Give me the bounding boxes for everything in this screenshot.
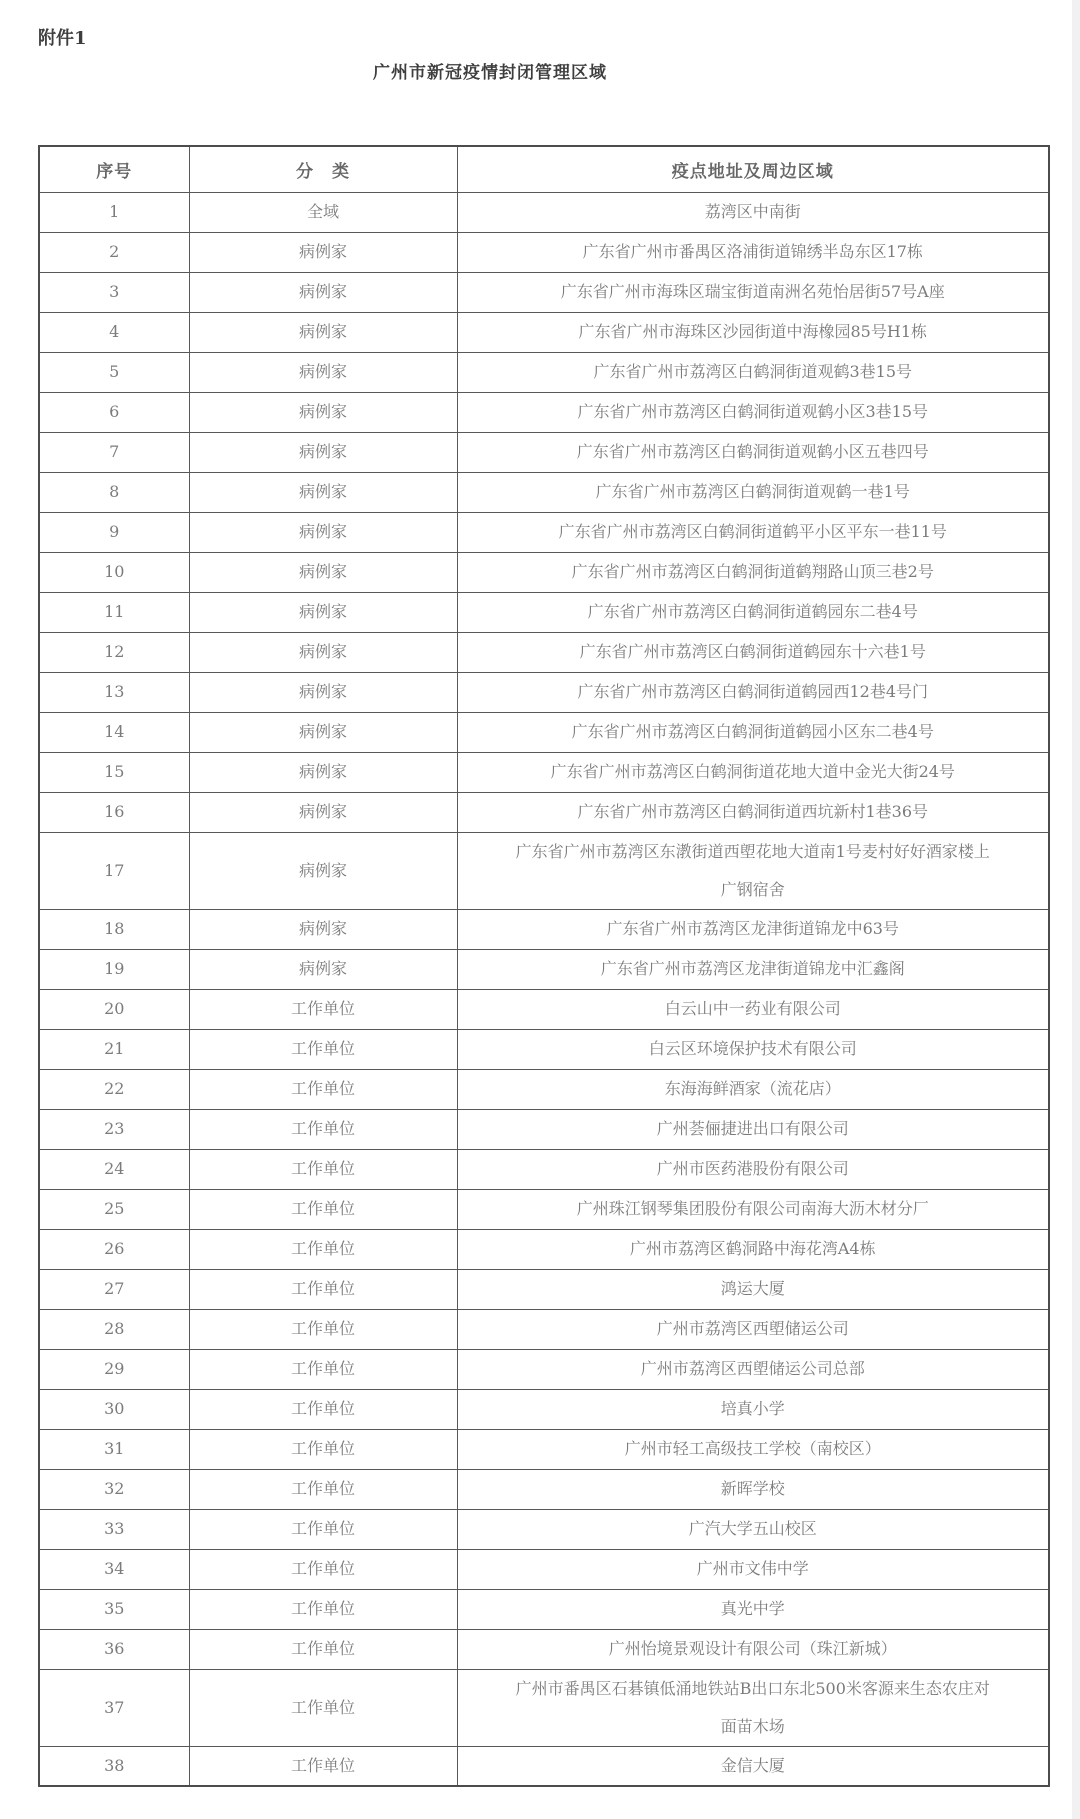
row-number-cell: 17 xyxy=(39,832,189,909)
category-cell: 工作单位 xyxy=(189,1389,457,1429)
address-cell: 广东省广州市海珠区沙园街道中海橡园85号H1栋 xyxy=(457,312,1049,352)
table-body xyxy=(39,192,1049,1786)
address-cell: 培真小学 xyxy=(457,1389,1049,1429)
table-row xyxy=(39,792,1049,832)
address-cell: 广州市文伟中学 xyxy=(457,1549,1049,1589)
address-cell: 广东省广州市荔湾区白鹤洞街道鹤园东二巷4号 xyxy=(457,592,1049,632)
category-cell: 病例家 xyxy=(189,312,457,352)
row-number-cell: 26 xyxy=(39,1229,189,1269)
category-cell: 工作单位 xyxy=(189,1029,457,1069)
category-cell: 工作单位 xyxy=(189,1189,457,1229)
scan-edge-artifact xyxy=(1072,0,1080,1819)
category-cell: 病例家 xyxy=(189,752,457,792)
header-category: 分 类 xyxy=(189,146,457,192)
row-number-cell: 21 xyxy=(39,1029,189,1069)
address-cell: 真光中学 xyxy=(457,1589,1049,1629)
table-row xyxy=(39,1069,1049,1109)
table-row xyxy=(39,752,1049,792)
row-number-cell: 24 xyxy=(39,1149,189,1189)
table-row xyxy=(39,472,1049,512)
row-number-cell: 13 xyxy=(39,672,189,712)
table-row xyxy=(39,1109,1049,1149)
row-number-cell: 2 xyxy=(39,232,189,272)
address-cell: 广汽大学五山校区 xyxy=(457,1509,1049,1549)
address-cell: 广州市医药港股份有限公司 xyxy=(457,1149,1049,1189)
table-row xyxy=(39,909,1049,949)
row-number-cell: 34 xyxy=(39,1549,189,1589)
address-cell: 广东省广州市荔湾区白鹤洞街道鹤平小区平东一巷11号 xyxy=(457,512,1049,552)
header-seq-number: 序号 xyxy=(39,146,189,192)
table-row xyxy=(39,1029,1049,1069)
row-number-cell: 6 xyxy=(39,392,189,432)
category-cell: 工作单位 xyxy=(189,1229,457,1269)
table-row xyxy=(39,989,1049,1029)
category-cell: 病例家 xyxy=(189,949,457,989)
row-number-cell: 16 xyxy=(39,792,189,832)
table-row xyxy=(39,672,1049,712)
address-cell: 广州怡境景观设计有限公司（珠江新城） xyxy=(457,1629,1049,1669)
table-row xyxy=(39,1349,1049,1389)
row-number-cell: 4 xyxy=(39,312,189,352)
address-cell: 广东省广州市荔湾区白鹤洞街道鹤翔路山顶三巷2号 xyxy=(457,552,1049,592)
address-cell: 荔湾区中南街 xyxy=(457,192,1049,232)
address-cell: 广东省广州市荔湾区龙津街道锦龙中63号 xyxy=(457,909,1049,949)
address-cell: 广东省广州市荔湾区白鹤洞街道西坑新村1巷36号 xyxy=(457,792,1049,832)
address-cell: 广东省广州市荔湾区龙津街道锦龙中汇鑫阁 xyxy=(457,949,1049,989)
table-row xyxy=(39,1549,1049,1589)
row-number-cell: 14 xyxy=(39,712,189,752)
category-cell: 工作单位 xyxy=(189,1269,457,1309)
table-row xyxy=(39,312,1049,352)
category-cell: 全域 xyxy=(189,192,457,232)
category-cell: 工作单位 xyxy=(189,1309,457,1349)
category-cell: 工作单位 xyxy=(189,1549,457,1589)
address-cell: 广东省广州市荔湾区东漖街道西塱花地大道南1号麦村好好酒家楼上广钢宿舍 xyxy=(457,832,1049,909)
table-row xyxy=(39,949,1049,989)
category-cell: 工作单位 xyxy=(189,1349,457,1389)
address-cell: 广东省广州市荔湾区白鹤洞街道观鹤小区3巷15号 xyxy=(457,392,1049,432)
row-number-cell: 29 xyxy=(39,1349,189,1389)
row-number-cell: 12 xyxy=(39,632,189,672)
table-row xyxy=(39,1589,1049,1629)
category-cell: 工作单位 xyxy=(189,1469,457,1509)
closed-areas-table xyxy=(38,145,1050,1787)
row-number-cell: 15 xyxy=(39,752,189,792)
category-cell: 病例家 xyxy=(189,632,457,672)
address-cell: 广州市轻工高级技工学校（南校区） xyxy=(457,1429,1049,1469)
address-cell: 广东省广州市番禺区洛浦街道锦绣半岛东区17栋 xyxy=(457,232,1049,272)
table-row xyxy=(39,1629,1049,1669)
category-cell: 病例家 xyxy=(189,792,457,832)
table-row xyxy=(39,552,1049,592)
category-cell: 病例家 xyxy=(189,272,457,312)
category-cell: 工作单位 xyxy=(189,1069,457,1109)
table-row xyxy=(39,1269,1049,1309)
row-number-cell: 35 xyxy=(39,1589,189,1629)
category-cell: 病例家 xyxy=(189,512,457,552)
address-cell: 广东省广州市荔湾区白鹤洞街道鹤园小区东二巷4号 xyxy=(457,712,1049,752)
address-cell: 广州市荔湾区西塱储运公司 xyxy=(457,1309,1049,1349)
row-number-cell: 27 xyxy=(39,1269,189,1309)
table-row xyxy=(39,1429,1049,1469)
category-cell: 病例家 xyxy=(189,712,457,752)
row-number-cell: 19 xyxy=(39,949,189,989)
row-number-cell: 22 xyxy=(39,1069,189,1109)
row-number-cell: 20 xyxy=(39,989,189,1029)
table-row xyxy=(39,1309,1049,1349)
category-cell: 工作单位 xyxy=(189,1746,457,1786)
row-number-cell: 11 xyxy=(39,592,189,632)
address-cell: 广州荟俪捷进出口有限公司 xyxy=(457,1109,1049,1149)
row-number-cell: 23 xyxy=(39,1109,189,1149)
row-number-cell: 33 xyxy=(39,1509,189,1549)
category-cell: 病例家 xyxy=(189,352,457,392)
category-cell: 病例家 xyxy=(189,432,457,472)
table-row xyxy=(39,192,1049,232)
category-cell: 病例家 xyxy=(189,672,457,712)
table-row xyxy=(39,592,1049,632)
row-number-cell: 5 xyxy=(39,352,189,392)
table-row xyxy=(39,1469,1049,1509)
table-row xyxy=(39,1189,1049,1229)
category-cell: 病例家 xyxy=(189,392,457,432)
row-number-cell: 3 xyxy=(39,272,189,312)
page-title: 广州市新冠疫情封闭管理区域 xyxy=(373,63,607,83)
address-cell: 广东省广州市荔湾区白鹤洞街道鹤园东十六巷1号 xyxy=(457,632,1049,672)
address-cell: 广州市荔湾区鹤洞路中海花湾A4栋 xyxy=(457,1229,1049,1269)
address-cell: 鸿运大厦 xyxy=(457,1269,1049,1309)
row-number-cell: 38 xyxy=(39,1746,189,1786)
table-row xyxy=(39,272,1049,312)
table-row xyxy=(39,512,1049,552)
table-row xyxy=(39,1509,1049,1549)
address-cell: 广东省广州市荔湾区白鹤洞街道花地大道中金光大街24号 xyxy=(457,752,1049,792)
category-cell: 工作单位 xyxy=(189,1109,457,1149)
category-cell: 病例家 xyxy=(189,552,457,592)
table-row xyxy=(39,352,1049,392)
address-cell: 金信大厦 xyxy=(457,1746,1049,1786)
address-cell: 广东省广州市荔湾区白鹤洞街道鹤园西12巷4号门 xyxy=(457,672,1049,712)
table-row xyxy=(39,832,1049,909)
table-row xyxy=(39,632,1049,672)
category-cell: 工作单位 xyxy=(189,1629,457,1669)
category-cell: 病例家 xyxy=(189,232,457,272)
address-cell: 广东省广州市荔湾区白鹤洞街道观鹤小区五巷四号 xyxy=(457,432,1049,472)
row-number-cell: 10 xyxy=(39,552,189,592)
address-cell: 广州市番禺区石碁镇低涌地铁站B出口东北500米客源来生态农庄对面苗木场 xyxy=(457,1669,1049,1746)
address-cell: 广州珠江钢琴集团股份有限公司南海大沥木材分厂 xyxy=(457,1189,1049,1229)
address-cell: 白云区环境保护技术有限公司 xyxy=(457,1029,1049,1069)
category-cell: 病例家 xyxy=(189,832,457,909)
attachment-label: 附件1 xyxy=(38,28,87,49)
table-row xyxy=(39,1229,1049,1269)
address-cell: 广东省广州市荔湾区白鹤洞街道观鹤一巷1号 xyxy=(457,472,1049,512)
table-header-row xyxy=(39,146,1049,192)
address-cell: 新晖学校 xyxy=(457,1469,1049,1509)
category-cell: 工作单位 xyxy=(189,989,457,1029)
category-cell: 工作单位 xyxy=(189,1149,457,1189)
row-number-cell: 28 xyxy=(39,1309,189,1349)
row-number-cell: 1 xyxy=(39,192,189,232)
row-number-cell: 9 xyxy=(39,512,189,552)
category-cell: 病例家 xyxy=(189,472,457,512)
row-number-cell: 36 xyxy=(39,1629,189,1669)
category-cell: 病例家 xyxy=(189,592,457,632)
table-row xyxy=(39,232,1049,272)
row-number-cell: 31 xyxy=(39,1429,189,1469)
row-number-cell: 8 xyxy=(39,472,189,512)
address-cell: 广东省广州市海珠区瑞宝街道南洲名苑怡居街57号A座 xyxy=(457,272,1049,312)
table-row xyxy=(39,1149,1049,1189)
row-number-cell: 25 xyxy=(39,1189,189,1229)
category-cell: 工作单位 xyxy=(189,1509,457,1549)
table-row xyxy=(39,1389,1049,1429)
table-row xyxy=(39,432,1049,472)
row-number-cell: 18 xyxy=(39,909,189,949)
category-cell: 病例家 xyxy=(189,909,457,949)
table-row xyxy=(39,1669,1049,1746)
row-number-cell: 37 xyxy=(39,1669,189,1746)
category-cell: 工作单位 xyxy=(189,1669,457,1746)
row-number-cell: 32 xyxy=(39,1469,189,1509)
header-address: 疫点地址及周边区域 xyxy=(457,146,1049,192)
table-row xyxy=(39,712,1049,752)
row-number-cell: 30 xyxy=(39,1389,189,1429)
category-cell: 工作单位 xyxy=(189,1429,457,1469)
row-number-cell: 7 xyxy=(39,432,189,472)
category-cell: 工作单位 xyxy=(189,1589,457,1629)
address-cell: 广州市荔湾区西塱储运公司总部 xyxy=(457,1349,1049,1389)
table-row xyxy=(39,1746,1049,1786)
address-cell: 东海海鲜酒家（流花店） xyxy=(457,1069,1049,1109)
table-row xyxy=(39,392,1049,432)
address-cell: 广东省广州市荔湾区白鹤洞街道观鹤3巷15号 xyxy=(457,352,1049,392)
address-cell: 白云山中一药业有限公司 xyxy=(457,989,1049,1029)
